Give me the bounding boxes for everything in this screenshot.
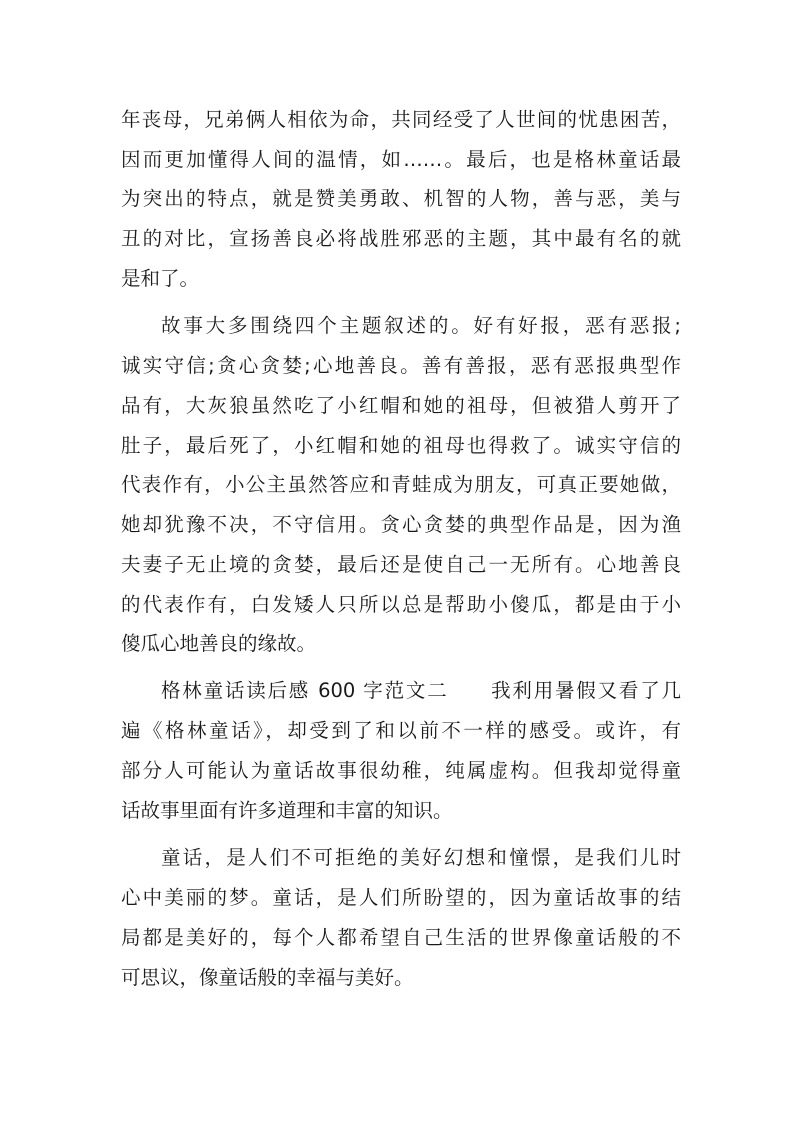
text-line: 代表作有，小公主虽然答应和青蛙成为朋友，可真正要她做，: [121, 473, 681, 496]
text-line: 夫妻子无止境的贪婪，最后还是使自己一无所有。心地善良: [121, 553, 681, 576]
text-line: 的代表作有，白发矮人只所以总是帮助小傻瓜，都是由于小: [121, 593, 681, 616]
text-line: 傻瓜心地善良的缘故。: [121, 632, 317, 655]
text-line: 肚子，最后死了，小红帽和她的祖母也得救了。诚实守信的: [121, 434, 681, 457]
text-line: 因而更加懂得人间的温情，如……。最后，也是格林童话最: [121, 148, 681, 171]
text-line: 话故事里面有许多道理和丰富的知识。: [121, 799, 453, 822]
text-line: 为突出的特点，就是赞美勇敢、机智的人物，善与恶，美与: [121, 187, 681, 210]
text-line: 品有，大灰狼虽然吃了小红帽和她的祖母，但被猎人剪开了: [121, 394, 681, 417]
text-line: 故事大多围绕四个主题叙述的。好有好报，恶有恶报;: [161, 314, 681, 337]
text-line: 遍《格林童话》，却受到了和以前不一样的感受。或许，有: [121, 719, 681, 742]
text-line: 局都是美好的，每个人都希望自己生活的世界像童话般的不: [121, 926, 681, 949]
text-line: 可思议，像童话般的幸福与美好。: [121, 966, 414, 989]
text-line: 她却犹豫不决，不守信用。贪心贪婪的典型作品是，因为渔: [121, 513, 681, 536]
text-line: 年丧母，兄弟俩人相依为命，共同经受了人世间的忧患困苦，: [121, 108, 681, 131]
text-line: 是和了。: [121, 267, 200, 290]
text-line: 丑的对比，宣扬善良必将战胜邪恶的主题，其中最有名的就: [121, 227, 681, 250]
text-line: 格林童话读后感 600 字范文二 我利用暑假又看了几: [161, 679, 681, 702]
text-line: 诚实守信;贪心贪婪;心地善良。善有善报，恶有恶报典型作: [121, 354, 681, 377]
text-line: 心中美丽的梦。童话，是人们所盼望的，因为童话故事的结: [121, 886, 681, 909]
text-line: 部分人可能认为童话故事很幼稚，纯属虚构。但我却觉得童: [121, 759, 681, 782]
text-line: 童话，是人们不可拒绝的美好幻想和憧憬，是我们儿时: [161, 846, 681, 869]
